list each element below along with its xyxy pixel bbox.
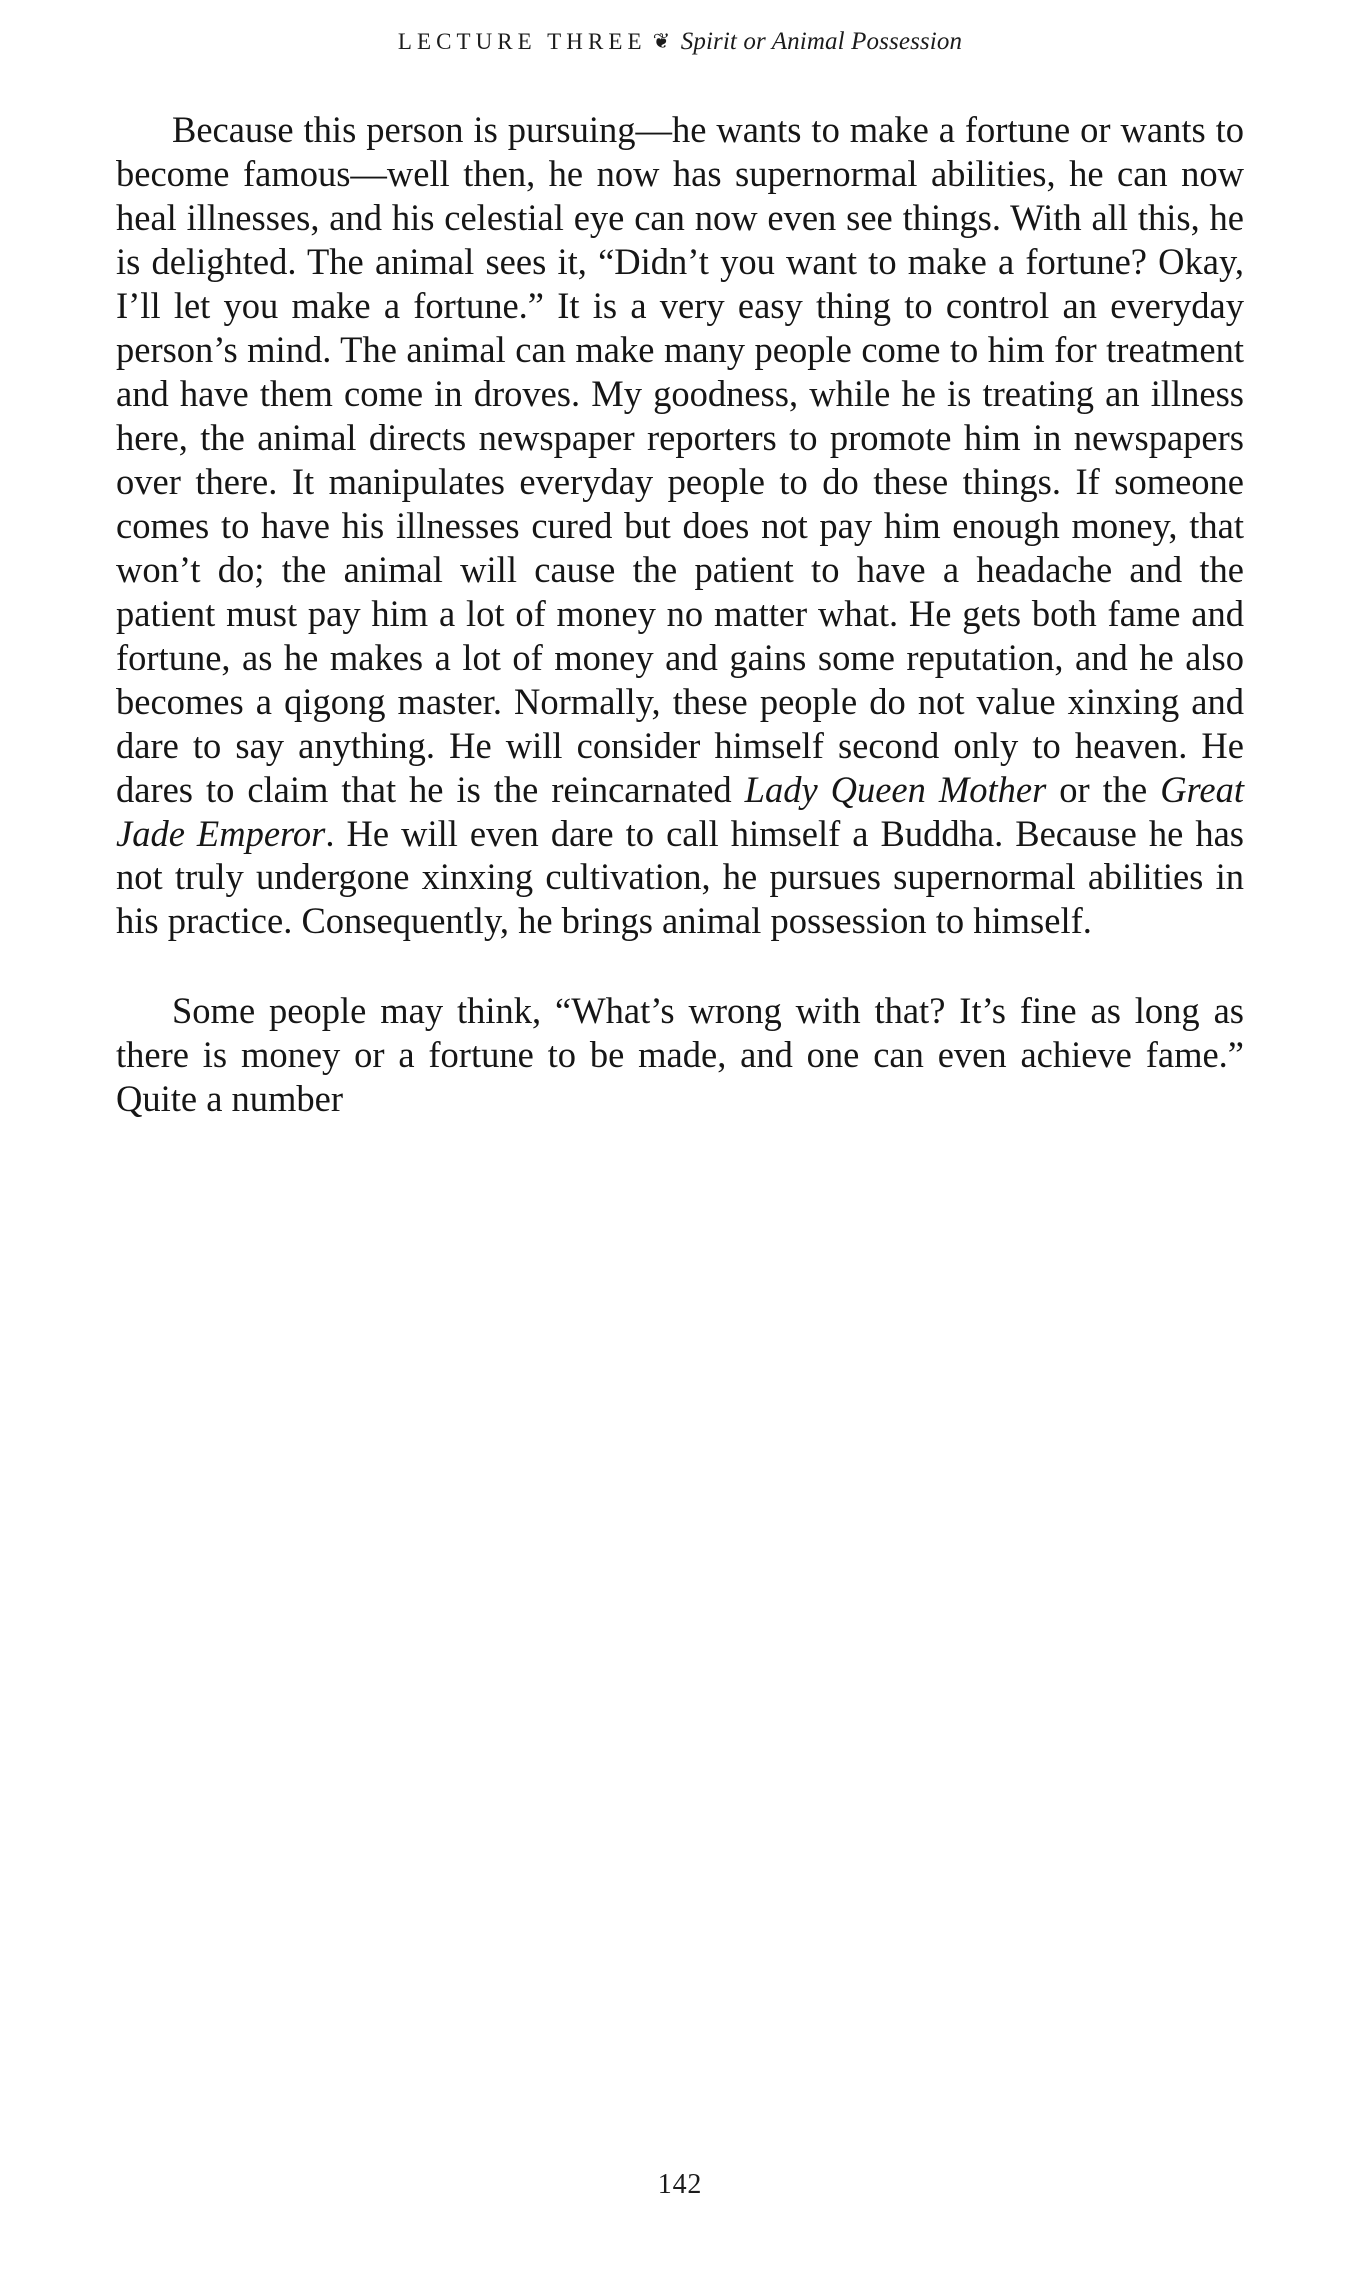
- paragraph-2: Some people may think, “What’s wrong with that? It’s fine as long as there is money or a fortune to be made, and one can even achieve fame.” Quite a number: [116, 990, 1244, 1120]
- page-number: 142: [657, 2169, 703, 2200]
- paragraph-1-text-c: . He will even dare to call himself a Buddha. Because he has not truly undergone xinxing cultivation, he pursues supernormal abilities in his practice. Consequently, he brings animal possession to himself.: [116, 812, 1244, 942]
- page-body: [116, 56, 1244, 1121]
- paragraph-1-text-b: or the: [1046, 768, 1161, 810]
- paragraph-1-italic-great-jade-emperor: Great Jade Emperor: [116, 768, 1244, 854]
- book-page: [0, 28, 1360, 2275]
- paragraph-1-italic-lady-queen-mother: Lady Queen Mother: [744, 768, 1047, 810]
- running-head-lecture-label: LECTURE THREE: [397, 29, 647, 54]
- running-head-title: Spirit or Animal Possession: [680, 28, 963, 55]
- running-head: [0, 28, 1360, 56]
- paragraph-1: [116, 108, 1244, 943]
- leaf-ornament-icon: ❦: [652, 29, 671, 53]
- paragraph-1-text-a: Because this person is pursuing—he wants to make a fortune or wants to become famous—well then, he now has supernormal abilities, he can now heal illnesses, and his celestial eye can now even see things. With all this, he is delighted. The animal sees it, “Didn’t you want to make a fortune? Okay, I’ll let you make a fortune.” It is a very easy thing to control an everyday person’s mind. The animal can make many people come to him for treatment and have them come in droves. My goodness, while he is treating an illness here, the animal directs newspaper reporters to promote him in newspapers over there. It manipulates everyday people to do these things. If someone comes to have his illnesses cured but does not pay him enough money, that won’t do; the animal will cause the patient to have a headache and the patient must pay him a lot of money no matter what. He gets both fame and fortune, as he makes a lot of money and gains some reputation, and he also becomes a qigong master. Normally, these people do not value xinxing and dare to say anything. He will consider himself second only to heaven. He dares to claim that he is the reincarnated: [116, 109, 1244, 810]
